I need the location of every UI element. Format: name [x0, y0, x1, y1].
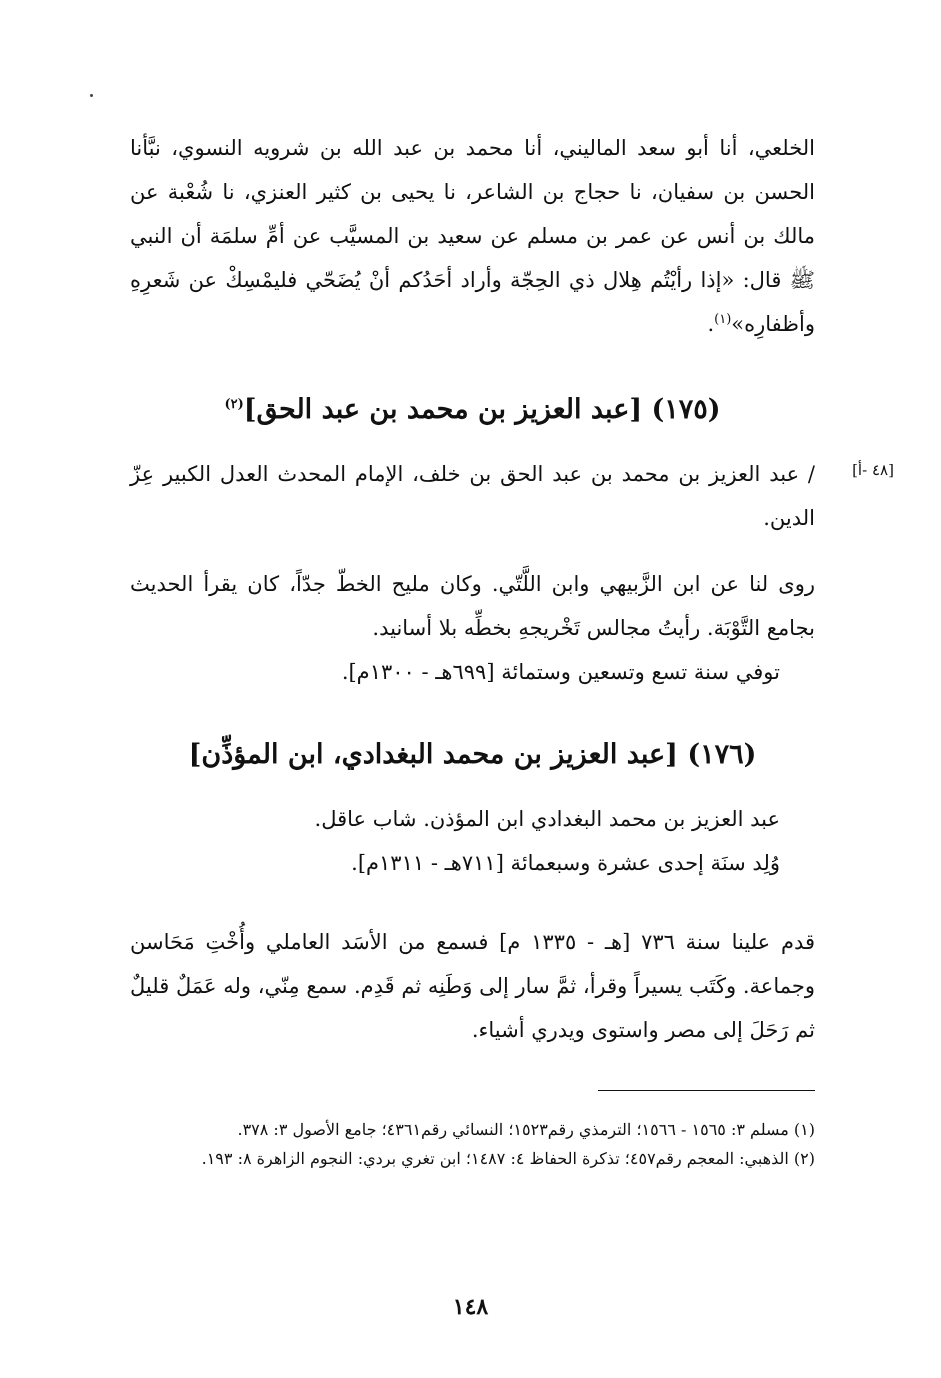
- footnote-ref-2[interactable]: (٢): [224, 397, 244, 412]
- entry-175-heading: [130, 390, 815, 430]
- manuscript-folio-note: [٤٨ -أ]: [852, 461, 894, 479]
- entry-176-body: [130, 920, 815, 1052]
- entry-176-line-1: عبد العزيز بن محمد البغدادي ابن المؤذن. شاب عاقل.: [314, 807, 780, 831]
- entry-176-heading: (١٧٦) [عبد العزيز بن محمد البغدادي، ابن المؤذِّن]: [188, 739, 757, 770]
- entry-175-title: (١٧٥) [عبد العزيز بن محمد بن عبد الحق]: [243, 394, 721, 425]
- entry-176-para: قدم علينا سنة ٧٣٦ [هـ - ١٣٣٥ م] فسمع من الأسَد العاملي وأُخْتِ مَحَاسن وجماعة. وكَتَب يسيراً وقرأ، ثمَّ سار إلى وَطَنِه ثم قَدِم. سمع مِنّي، وله عَمَلٌ قليلٌ ثم رَحَلَ إلى مصر واستوى ويدري أشياء.: [130, 930, 816, 1042]
- entry-175-intro-text: / عبد العزيز بن محمد بن عبد الحق بن خلف، الإمام المحدث العدل الكبير عِزّ الدين.: [130, 462, 815, 530]
- footnote-2: (٢) الذهبي: المعجم رقم٤٥٧؛ تذكرة الحفاظ ٤: ١٤٨٧؛ ابن تغري بردي: النجوم الزاهرة ٨: ١٩٣.: [201, 1149, 815, 1168]
- footnote-1: (١) مسلم ٣: ١٥٦٥ - ١٥٦٦؛ الترمذي رقم١٥٢٣؛ النسائي رقم٤٣٦١؛ جامع الأصول ٣: ٣٧٨.: [237, 1120, 815, 1139]
- page-number: ١٤٨: [452, 1294, 489, 1320]
- footnotes: [130, 1115, 815, 1173]
- entry-175-intro: [130, 452, 815, 540]
- entry-175-body: [130, 562, 815, 694]
- opening-end: .: [707, 312, 715, 336]
- footnote-ref-1[interactable]: (١): [714, 312, 732, 327]
- scan-speck: [90, 94, 93, 97]
- opening-paragraph: [130, 126, 815, 346]
- footnote-divider: [598, 1090, 815, 1091]
- opening-text: الخلعي، أنا أبو سعد الماليني، أنا محمد بن عبد الله بن شرويه النسوي، نبَّأنا الحسن بن سفيان، نا حجاج بن الشاعر، نا يحيى بن كثير العنزي، نا شُعْبة عن مالك بن أنس عن عمر بن مسلم عن سعيد بن المسيَّب عن أمِّ سلمَة أن النبي ﷺ قال: «إذا رأيْتُم هِلال ذي الحِجّة وأراد أحَدُكم أنْ يُضَحّي فليمْسِكْ عن شَعرِهِ وأظفارِه»: [130, 136, 815, 336]
- entry-175-para-1: روى لنا عن ابن الزَّبيهي وابن اللَّتّي. وكان مليح الخطّ جدّاً، كان يقرأ الحديث بجامع التَّوْبَة. رأيتُ مجالس تَخْريجهِ بخطِّه بلا أسانيد.: [130, 572, 815, 640]
- entry-175-para-2: توفي سنة تسع وتسعين وستمائة [٦٩٩هـ - ١٣٠٠م].: [341, 660, 780, 684]
- entry-176-line-2: وُلِد سنَة إحدى عشرة وسبعمائة [٧١١هـ - ١٣١١م].: [351, 851, 780, 875]
- entry-176-intro: [130, 797, 815, 885]
